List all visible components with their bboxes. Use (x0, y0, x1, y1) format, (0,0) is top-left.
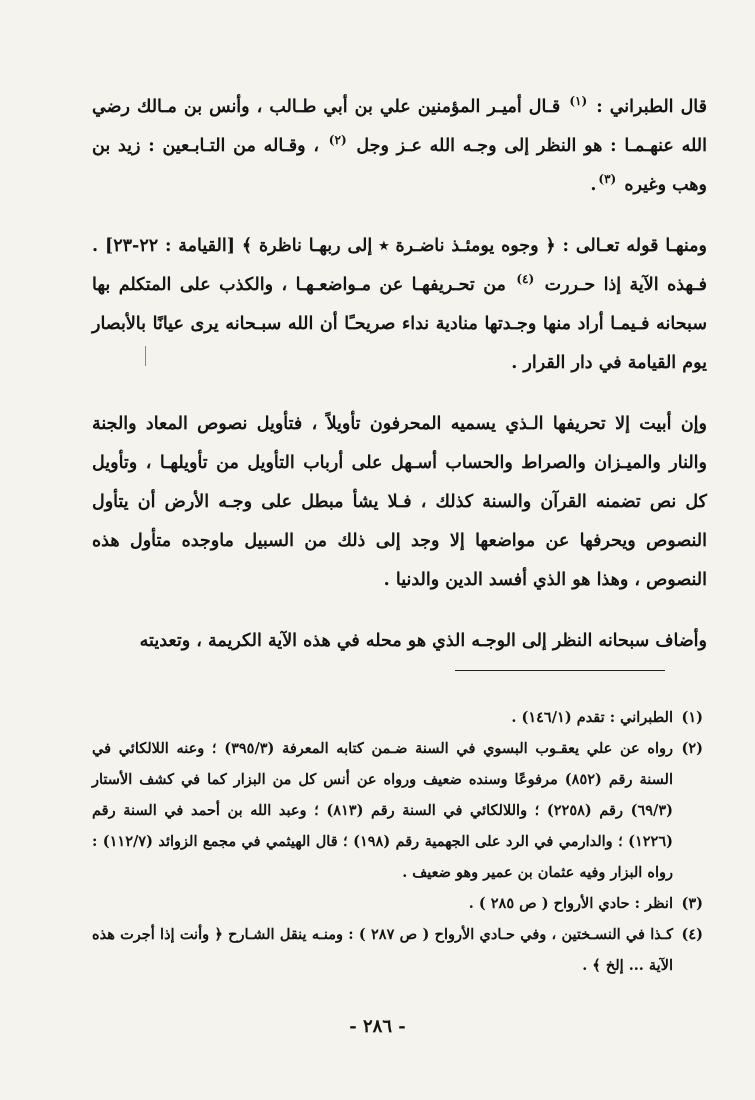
footnote-1 (92, 702, 703, 733)
footnote-number: (٤) (681, 926, 703, 943)
text-segment: وأضاف سبحانه النظر إلى الوجـه الذي هو محله في هذه الآية الكريمة ، وتعديته (139, 631, 707, 651)
text-segment: قال الطبراني : (589, 97, 707, 117)
footnote-number: (٣) (681, 895, 703, 912)
footnote-4 (92, 919, 703, 981)
main-text (92, 88, 707, 683)
footnote-number: (٢) (681, 740, 703, 757)
footnote-3 (92, 888, 703, 919)
text-segment: ، وقـاله من التـابـعين : زيد بن وهب وغيره (92, 136, 707, 195)
footnote-text: الطبراني : تقدم (١٤٦/١) . (511, 709, 673, 726)
text-segment: . (590, 175, 597, 195)
text-segment: ومنهـا قوله تعـالى : ﴿ وجوه يومئـذ ناضـرة ٭ إلى ربهـا ناظرة ﴾ [القيامة : ٢٢-٢٣] . فـهذه الآية إذا حـررت (92, 236, 707, 295)
footnote-reference[interactable]: (١) (569, 94, 588, 109)
footnote-reference[interactable]: (٣) (598, 172, 617, 187)
footnote-2 (92, 733, 703, 888)
footnotes (92, 702, 703, 981)
footnote-reference[interactable]: (٢) (328, 133, 347, 148)
footnote-reference[interactable]: (٤) (516, 272, 535, 287)
footnote-separator (455, 670, 665, 671)
margin-mark (145, 346, 146, 366)
paragraph-1 (92, 88, 707, 205)
page-number: - ٢٨٦ - (349, 1016, 406, 1037)
footnote-text: كـذا في النسـختين ، وفي حـادي الأرواح ( ص ٢٨٧ ) : ومنـه ينقل الشـارح ﴿ وأنت إذا أجرت هذه الآية ... إلخ ﴾ . (92, 926, 673, 974)
footnote-text: انظر : حادي الأرواح ( ص ٢٨٥ ) . (468, 895, 673, 912)
footnote-number: (١) (681, 709, 703, 726)
paragraph-2 (92, 227, 707, 383)
text-segment: وإن أبيت إلا تحريفها الـذي يسميه المحرفون تأويلاً ، فتأويل نصوص المعاد والجنة والنار والميـزان والصراط والحساب أسـهل على أرباب التأويل من تأويلهـا ، وتأويل كل نص تضمنه القرآن والسنة كذلك ، فـلا يشأ مبطل على وجـه الأرض أن يتأول النصوص ويحرفها عن مواضعها إلا وجد إلى ذلك من السبيل ماوجده متأول هذه النصوص ، وهذا هو الذي أفسد الدين والدنيا . (92, 414, 707, 590)
text-segment: من تحـريفهـا عن مـواضعـهـا ، والكذب على المتكلم بها سبحانه فـيمـا أراد منها وجـدتها منادية نداء صريحـًا أن الله سبـحانه يرى عيانًا بالأبصار يوم القيامة في دار القرار . (92, 275, 707, 373)
paragraph-4 (92, 622, 707, 661)
footnote-text: رواه عن علي يعقـوب البسوي في السنة ضـمن كتابه المعرفة (٣٩٥/٣) ؛ وعنه اللالكائي في السنة رقم (٨٥٢) مرفوعًا وسنده ضعيف ورواه عن أنس كل من البزار كما في كشف الأستار (٦٩/٣) رقم (٢٢٥٨) ؛ واللالكائي في السنة رقم (٨١٣) ؛ وعبد الله بن أحمد في السنة رقم (١٢٢٦) ؛ والدارمي في الرد على الجهمية رقم (١٩٨) ؛ قال الهيثمي في مجمع الزوائد (١١٢/٧) : رواه البزار وفيه عثمان بن عمير وهو ضعيف . (92, 740, 674, 881)
paragraph-3 (92, 405, 707, 600)
text-segment: قـال أميـر المؤمنين علي بن أبي طـالب ، وأنس بن مـالك رضي الله عنهـمـا : هو النظر إلى وجـه الله عـز وجل (92, 97, 707, 156)
